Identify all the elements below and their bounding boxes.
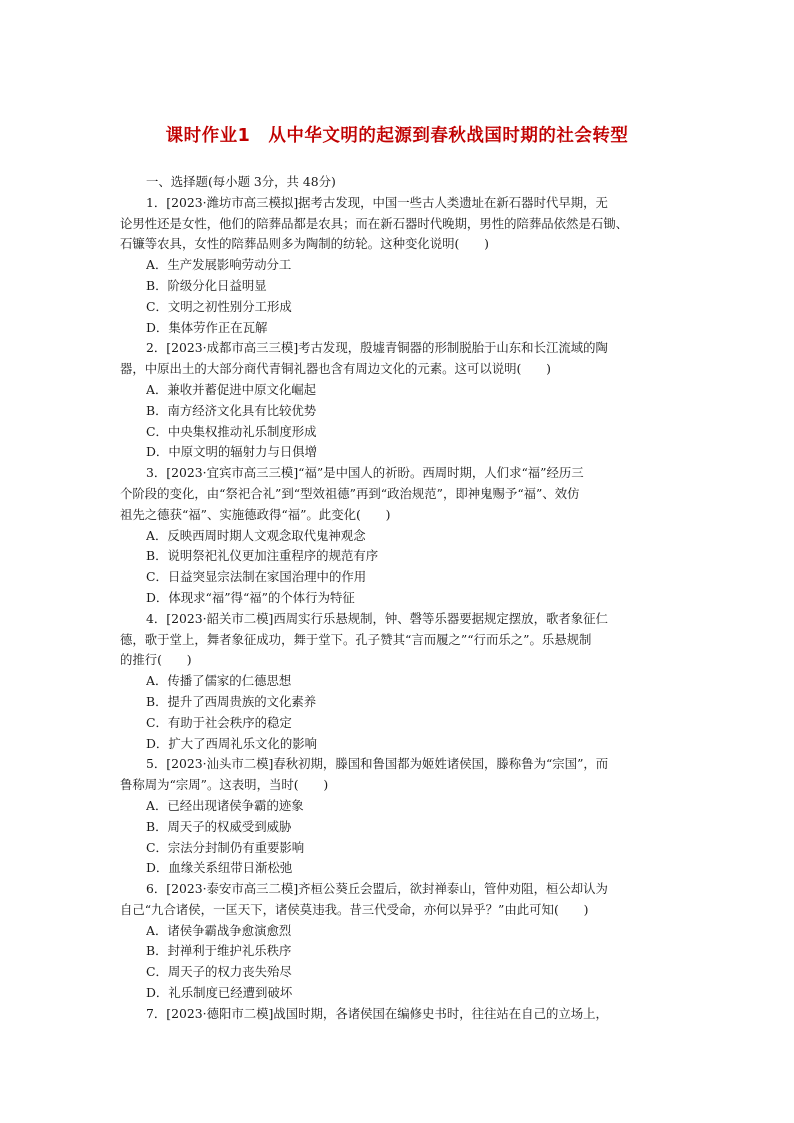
question-stem-continued: 个阶段的变化，由“祭祀合礼”到“型效祖德”再到“政治规范”，即神鬼赐予“福”、效仿 <box>120 485 580 501</box>
question-3 <box>120 463 656 609</box>
question-stem-continued: 器，中原出土的大部分商代青铜礼器也含有周边文化的元素。这可以说明( ) <box>120 361 551 377</box>
answer-option: D．中原文明的辐射力与日俱增 <box>146 444 318 460</box>
answer-option: B．阶级分化日益明显 <box>146 277 267 293</box>
question-stem-continued: 鲁称周为“宗周”。这表明，当时( ) <box>120 777 329 793</box>
answer-option: B．南方经济文化具有比较优势 <box>146 402 317 418</box>
answer-option: C．文明之初性别分工形成 <box>146 298 292 314</box>
answer-option: D．礼乐制度已经遭到破坏 <box>146 985 293 1001</box>
answer-option: A．兼收并蓄促进中原文化崛起 <box>146 381 317 397</box>
question-stem-continued: 的推行( ) <box>120 652 192 668</box>
answer-option: D．集体劳作正在瓦解 <box>146 319 268 335</box>
section-heading: 一、选择题(每小题 3分，共 48分) <box>146 174 336 189</box>
question-stem-continued: 石镰等农具，女性的陪葬品则多为陶制的纺轮。这种变化说明( ) <box>120 236 489 252</box>
question-stem-continued: 自己“九合诸侯，一匡天下，诸侯莫违我。昔三代受命，亦何以异乎？”由此可知( ) <box>120 901 589 917</box>
question-5 <box>120 754 656 879</box>
answer-option: C．有助于社会秩序的稳定 <box>146 714 292 730</box>
question-stem-continued: 德，歌于堂上，舞者象征成功，舞于堂下。孔子赞其“言而履之”“行而乐之”。乐悬规制 <box>120 631 592 647</box>
question-stem: 5．[2023·汕头市二模]春秋初期，滕国和鲁国都为姬姓诸侯国，滕称鲁为“宗国”，而 <box>146 756 609 772</box>
answer-option: B．提升了西周贵族的文化素养 <box>146 693 317 709</box>
answer-option: B．封禅利于维护礼乐秩序 <box>146 943 292 959</box>
answer-option: D．体现求“福”得“福”的个体行为特征 <box>146 589 355 605</box>
page-title: 课时作业1 从中华文明的起源到春秋战国时期的社会转型 <box>165 126 629 146</box>
question-stem: 7．[2023·德阳市二模]战国时期，各诸侯国在编修史书时，往往站在自己的立场上， <box>146 1005 608 1021</box>
question-stem-continued: 论男性还是女性，他们的陪葬品都是农具；而在新石器时代晚期，男性的陪葬品依然是石锄、 <box>120 215 629 231</box>
question-stem: 1．[2023·潍坊市高三模拟]据考古发现，中国一些古人类遗址在新石器时代早期，无 <box>146 194 608 210</box>
answer-option: A．传播了儒家的仁德思想 <box>146 673 292 689</box>
question-4 <box>120 609 656 755</box>
question-stem: 3．[2023·宜宾市高三三模]“福”是中国人的祈盼。西周时期，人们求“福”经历三 <box>146 465 584 481</box>
answer-option: C．中央集权推动礼乐制度形成 <box>146 423 317 439</box>
question-1 <box>120 193 656 339</box>
question-stem: 4．[2023·韶关市二模]西周实行乐悬规制，钟、磬等乐器要据规定摆放，歌者象征仁 <box>146 610 608 626</box>
question-6 <box>120 879 656 1004</box>
answer-option: D．扩大了西周礼乐文化的影响 <box>146 735 318 751</box>
answer-option: A．诸侯争霸战争愈演愈烈 <box>146 922 292 938</box>
answer-option: C．宗法分封制仍有重要影响 <box>146 839 305 855</box>
question-stem: 6．[2023·泰安市高三二模]齐桓公葵丘会盟后，欲封禅泰山，管仲劝阻，桓公却认为 <box>146 881 608 897</box>
question-stem: 2．[2023·成都市高三三模]考古发现，殷墟青铜器的形制脱胎于山东和长江流域的陶 <box>146 340 608 356</box>
answer-option: A．已经出现诸侯争霸的迹象 <box>146 797 304 813</box>
question-7 <box>146 1004 656 1025</box>
question-stem-continued: 祖先之德获“福”、实施德政得“福”。此变化( ) <box>120 506 391 522</box>
answer-option: B．周天子的权威受到威胁 <box>146 818 292 834</box>
answer-option: B．说明祭祀礼仪更加注重程序的规范有序 <box>146 548 379 564</box>
answer-option: C．日益突显宗法制在家国治理中的作用 <box>146 569 367 585</box>
answer-option: A．反映西周时期人文观念取代鬼神观念 <box>146 527 366 543</box>
question-list <box>120 172 656 1025</box>
answer-option: C．周天子的权力丧失殆尽 <box>146 964 292 980</box>
answer-option: D．血缘关系纽带日渐松弛 <box>146 860 293 876</box>
answer-option: A．生产发展影响劳动分工 <box>146 257 292 273</box>
question-2 <box>120 338 656 463</box>
